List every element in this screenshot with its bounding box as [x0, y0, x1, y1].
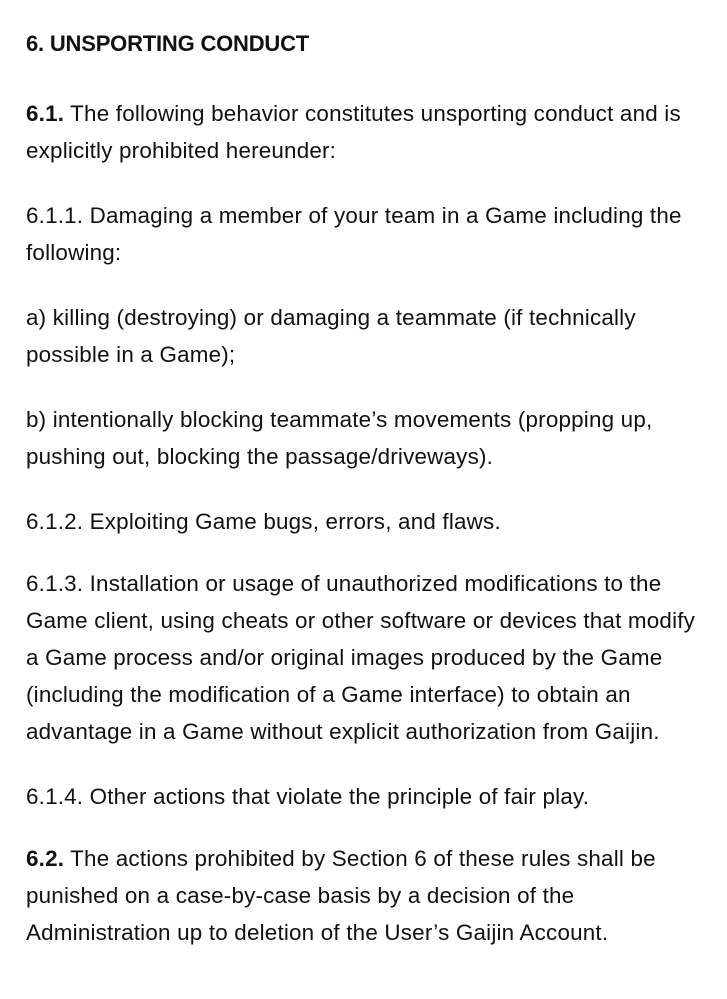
paragraph-b: b) intentionally blocking teammate’s movements (propping up, pushing out, blocking the passage/driveways). — [26, 407, 653, 469]
paragraph-a: a) killing (destroying) or damaging a teammate (if technically possible in a Game); — [26, 305, 636, 367]
paragraph-6-1-3: 6.1.3. Installation or usage of unauthorized modifications to the Game client, using cheats or other software or devices that modify a Game process and/or original images produced by the Game (including the modification of a Game interface) to obtain an advantage in a Game without explicit authorization from Gaijin. — [26, 571, 696, 744]
paragraph-6-1-text: The following behavior constitutes unsporting conduct and is explicitly prohibited hereunder: — [26, 101, 681, 163]
paragraph-6-2-text: The actions prohibited by Section 6 of these rules shall be punished on a case-by-case basis by a decision of the Administration up to deletion of the User’s Gaijin Account. — [26, 846, 656, 945]
paragraph-6-1 — [26, 95, 703, 169]
paragraph-6-2-number: 6.2. — [26, 846, 65, 871]
paragraph-6-1-4: 6.1.4. Other actions that violate the principle of fair play. — [26, 784, 590, 809]
paragraph-6-2 — [26, 840, 703, 951]
paragraph-6-1-2: 6.1.2. Exploiting Game bugs, errors, and flaws. — [26, 509, 501, 534]
paragraph-6-1-number: 6.1. — [26, 101, 65, 126]
section-heading: 6. UNSPORTING CONDUCT — [26, 31, 310, 56]
paragraph-6-1-1: 6.1.1. Damaging a member of your team in a Game including the following: — [26, 203, 682, 265]
